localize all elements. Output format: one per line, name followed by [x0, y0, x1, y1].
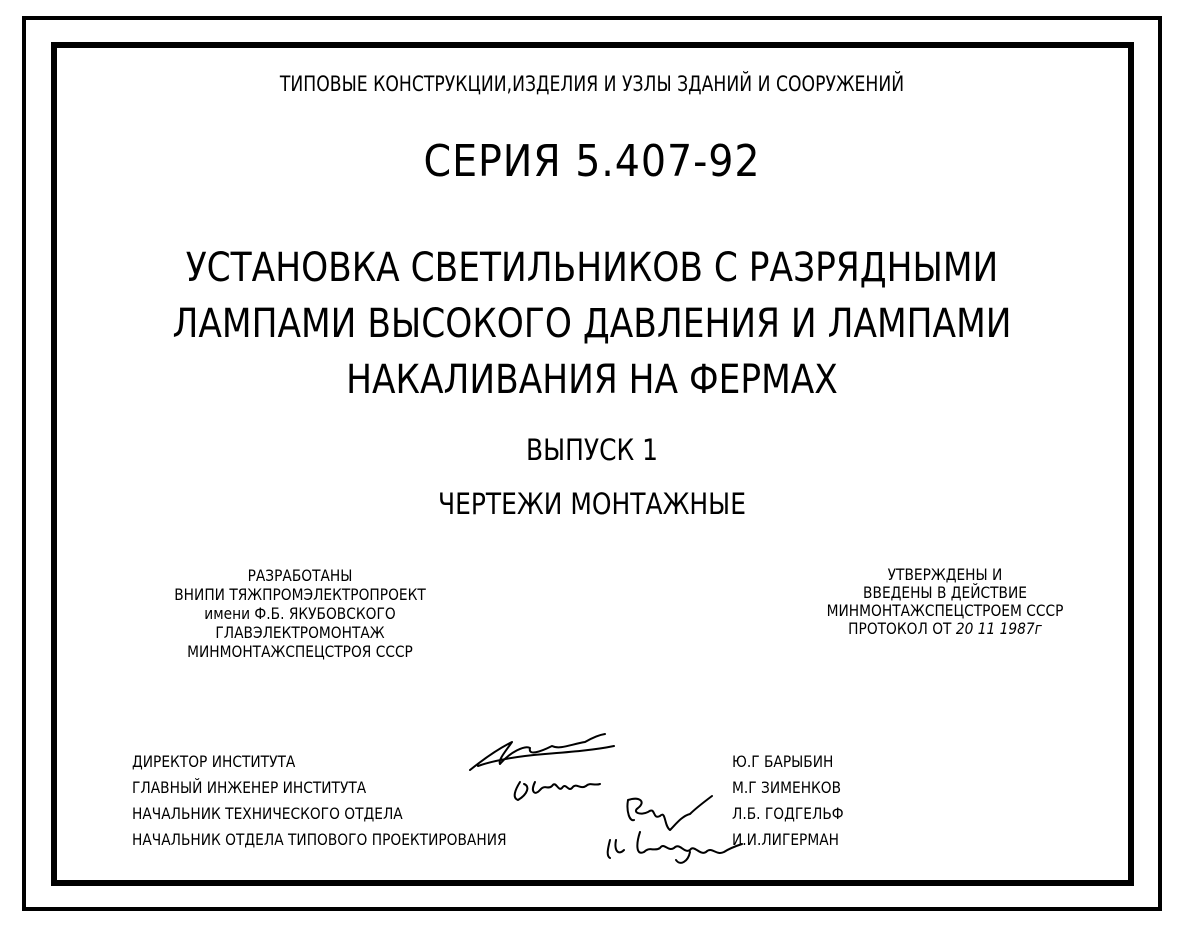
signatory-name: И.И.ЛИГЕРМАН	[732, 830, 839, 849]
developed-line: РАЗРАБОТАНЫ	[247, 566, 353, 585]
header-line: ТИПОВЫЕ КОНСТРУКЦИИ,ИЗДЕЛИЯ И УЗЛЫ ЗДАНИЙ И СООРУЖЕНИЙ	[279, 72, 905, 96]
developed-line: МИНМОНТАЖСПЕЦСТРОЯ СССР	[187, 642, 413, 661]
developed-line: ВНИПИ ТЯЖПРОМЭЛЕКТРОПРОЕКТ	[174, 585, 426, 604]
signatory-name: Л.Б. ГОДГЕЛЬФ	[732, 804, 844, 823]
signatory-position: НАЧАЛЬНИК ОТДЕЛА ТИПОВОГО ПРОЕКТИРОВАНИЯ	[132, 830, 507, 849]
signatory-position: ГЛАВНЫЙ ИНЖЕНЕР ИНСТИТУТА	[132, 778, 367, 797]
developed-line: ГЛАВЭЛЕКТРОМОНТАЖ	[215, 623, 385, 642]
title-line-1: УСТАНОВКА СВЕТИЛЬНИКОВ С РАЗРЯДНЫМИ	[185, 245, 999, 291]
signatory-position: НАЧАЛЬНИК ТЕХНИЧЕСКОГО ОТДЕЛА	[132, 804, 403, 823]
signatory-position: ДИРЕКТОР ИНСТИТУТА	[132, 752, 296, 771]
protocol-line	[786, 620, 1104, 638]
title-line-2: ЛАМПАМИ ВЫСОКОГО ДАВЛЕНИЯ И ЛАМПАМИ	[172, 301, 1012, 347]
protocol-date: 20 11 1987г	[955, 619, 1042, 638]
series-number: СЕРИЯ 5.407-92	[423, 136, 761, 187]
developed-by-block	[120, 566, 480, 661]
protocol-label: ПРОТОКОЛ ОТ	[848, 619, 952, 638]
approved-line: ВВЕДЕНЫ В ДЕЙСТВИЕ	[863, 583, 1027, 602]
signatory-name: Ю.Г БАРЫБИН	[732, 752, 834, 771]
approved-line: УТВЕРЖДЕНЫ И	[887, 565, 1003, 584]
title-line-3: НАКАЛИВАНИЯ НА ФЕРМАХ	[346, 357, 838, 403]
document-subtitle: ЧЕРТЕЖИ МОНТАЖНЫЕ	[438, 487, 746, 521]
approved-line: МИНМОНТАЖСПЕЦСТРОЕМ СССР	[826, 601, 1064, 620]
approved-block	[760, 566, 1130, 638]
issue-number: ВЫПУСК 1	[526, 433, 658, 467]
developed-line: имени Ф.Б. ЯКУБОВСКОГО	[204, 604, 396, 623]
signatory-name: М.Г ЗИМЕНКОВ	[732, 778, 842, 797]
